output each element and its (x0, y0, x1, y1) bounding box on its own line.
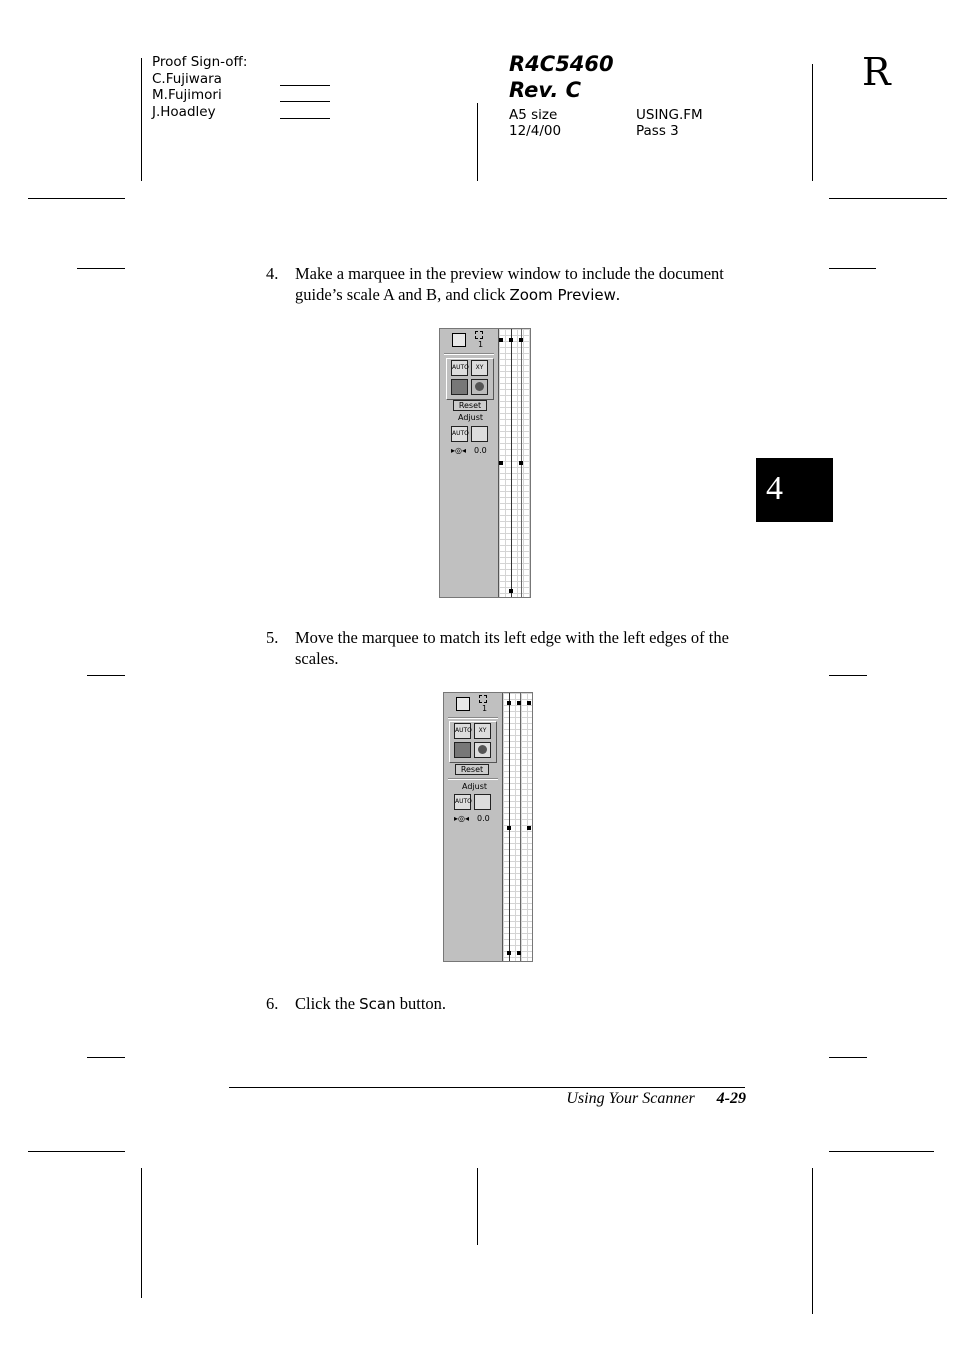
crop-mark (28, 1151, 125, 1152)
proof-title: Proof Sign-off: (152, 54, 248, 70)
ui-term: Zoom Preview (509, 286, 616, 304)
marquee-handle (519, 338, 523, 342)
marquee-handle (499, 338, 503, 342)
configuration-icon (471, 426, 488, 442)
page-footer (520, 1090, 746, 1108)
marquee-handle (499, 461, 503, 465)
preview-window (503, 693, 532, 961)
marquee-count: 1 (478, 340, 484, 349)
adjust-label: Adjust (458, 413, 484, 422)
scanner-screenshot (443, 692, 533, 962)
print-date: 12/4/00 (509, 123, 562, 139)
tool-panel (440, 329, 499, 597)
corner-letter: R (862, 50, 891, 94)
chapter-number: 4 (766, 470, 783, 507)
marquee-handle (507, 951, 511, 955)
crop-mark (87, 1057, 125, 1058)
zoom-icon: XY (474, 723, 491, 739)
step-number: 6. (266, 994, 279, 1013)
crop-mark (141, 1168, 142, 1298)
marquee-icon (479, 695, 487, 703)
scale-a (511, 329, 512, 597)
reset-button: Reset (453, 400, 487, 411)
page-size: A5 size (509, 107, 558, 123)
tool-panel (444, 693, 503, 961)
file-name: USING.FM (636, 107, 703, 123)
marquee-handle (527, 826, 531, 830)
chapter-tab (756, 458, 833, 522)
crop-mark (141, 58, 142, 181)
preview-icon (456, 697, 470, 711)
crop-mark (829, 198, 947, 199)
crop-mark (829, 1151, 934, 1152)
image-adjust-icon: AUTO (451, 426, 468, 442)
marquee-count: 1 (482, 704, 488, 713)
scanner-screenshot (439, 328, 531, 598)
divider (448, 717, 498, 719)
signer-name: C.Fujiwara (152, 70, 222, 87)
step-number: 5. (266, 628, 279, 647)
marquee-handle (527, 701, 531, 705)
marquee-handle (517, 951, 521, 955)
section-title: Using Your Scanner (566, 1090, 695, 1107)
signer-name: M.Fujimori (152, 87, 222, 103)
reset-button: Reset (455, 764, 489, 775)
ui-term: Scan (359, 995, 396, 1013)
marquee-handle (507, 701, 511, 705)
proof-signoff (152, 54, 247, 120)
image-adjust-icon: AUTO (454, 794, 471, 810)
revision: Rev. C (509, 78, 582, 102)
scale-b (520, 693, 521, 961)
signature-line (280, 85, 330, 86)
crop-mark (812, 1168, 813, 1314)
marquee-handle (509, 338, 513, 342)
step-6 (266, 993, 756, 1015)
configuration-icon (474, 794, 491, 810)
exposure-icon: ▸◎◂ (454, 814, 470, 823)
marquee-handle (509, 589, 513, 593)
divider (448, 778, 498, 780)
crop-mark (477, 1168, 478, 1245)
crop-mark (87, 675, 125, 676)
step-4 (266, 263, 756, 307)
crop-mark (477, 103, 478, 181)
step-number: 4. (266, 264, 279, 283)
divider (444, 353, 494, 355)
crop-mark (829, 1057, 867, 1058)
marquee-handle (507, 826, 511, 830)
color-adjust-icon (474, 742, 491, 758)
auto-locate-icon (454, 742, 471, 758)
footer-rule (229, 1087, 745, 1088)
auto-exposure-icon: AUTO (454, 723, 471, 739)
signature-line (280, 118, 330, 119)
marquee-icon (475, 331, 483, 339)
exposure-value: 0.0 (477, 814, 490, 823)
marquee-handle (519, 461, 523, 465)
step-text: Click the Scan button. (295, 994, 447, 1013)
preview-window (499, 329, 530, 597)
auto-locate-icon (451, 379, 468, 395)
auto-exposure-icon: AUTO (451, 360, 468, 376)
page-number: 4-29 (716, 1090, 746, 1107)
adjust-label: Adjust (462, 782, 488, 791)
color-adjust-icon (471, 379, 488, 395)
exposure-icon: ▸◎◂ (451, 446, 467, 455)
step-5 (266, 627, 756, 671)
crop-mark (28, 198, 125, 199)
step-text: Move the marquee to match its left edge with the left edges of the scales. (295, 628, 729, 668)
signer-name: J.Hoadley (152, 103, 216, 120)
pass-number: Pass 3 (636, 123, 679, 139)
document-code (509, 51, 614, 103)
crop-mark (812, 64, 813, 181)
step-text: Make a marquee in the preview window to include the document guide’s scale A and B, and click Zoom Preview. (295, 264, 724, 304)
marquee-handle (517, 701, 521, 705)
preview-icon (452, 333, 466, 347)
crop-mark (829, 675, 867, 676)
zoom-icon: XY (471, 360, 488, 376)
model-code: R4C5460 (509, 52, 614, 76)
crop-mark (77, 268, 125, 269)
signature-line (280, 101, 330, 102)
crop-mark (829, 268, 876, 269)
exposure-value: 0.0 (474, 446, 487, 455)
